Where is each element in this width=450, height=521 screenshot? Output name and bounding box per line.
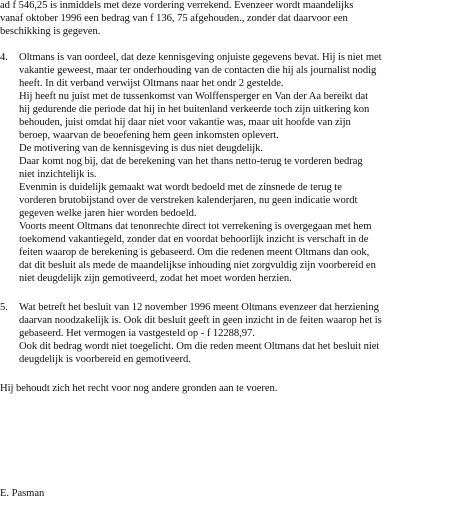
item-line: niet inzichtelijk is.: [19, 169, 97, 180]
item-line: Voorts meent Oltmans dat tenonrechte direct tot verrekening is overgegaan met hem: [19, 221, 372, 232]
item-line: gegeven welke jaren hier worden bedoeld.: [19, 208, 197, 219]
item-line: heeft. In dit verband verwijst Oltmans naar het ondr 2 gestelde.: [19, 78, 284, 89]
item-line: niet deugdelijk zijn gemotiveerd, zodat het moet worden herzien.: [19, 273, 292, 284]
item-number: 4.: [0, 52, 8, 63]
item-line: deugdelijk is voorbereid en gemotiveerd.: [19, 354, 191, 365]
item-line: hij gedurende die periode dat hij in het buitenland verkeerde toch zijn uitkering kon: [19, 104, 370, 115]
item-line: daarvan noodzakelijk is. Ook dit besluit geeft in geen inzicht in de feiten waarop het is: [19, 315, 382, 326]
item-line: De motivering van de kennisgeving is dus niet deugdelijk.: [19, 143, 263, 154]
signature-name: E. Pasman: [0, 488, 45, 499]
item-line: Daar komt nog bij, dat de berekening van het thans netto-terug te vorderen bedrag: [19, 156, 363, 167]
item-line: gebaseerd. Het vermogen ia vastgesteld op - f 12288,97.: [19, 328, 255, 339]
intro-line: beschikking is gegeven.: [0, 26, 101, 37]
item-line: Oltmans is van oordeel, dat deze kennisgeving onjuiste gegevens bevat. Hij is niet met: [19, 52, 382, 63]
item-line: beroep, waarvan de beoefening hem geen inkomsten oplevert.: [19, 130, 279, 141]
item-line: Wat betreft het besluit van 12 november 1996 meent Oltmans evenzeer dat herziening: [19, 302, 379, 313]
item-line: behouden, juist omdat hij daar niet voor vakantie was, maar uit hoofde van zijn: [19, 117, 351, 128]
item-line: feiten waarop de berekening is gebaseerd. Om die redenen meent Oltmans dan ook,: [19, 247, 370, 258]
item-line: Ook dit bedrag wordt niet toegelicht. Om die reden meent Oltmans dat het besluit niet: [19, 341, 380, 352]
item-line: vakantie geweest, maar ter onderhouding van de contacten die hij als journalist nodig: [19, 65, 377, 76]
item-line: vorderen brutobijstand over de verstreken kalenderjaren, nu geen indicatie wordt: [19, 195, 358, 206]
intro-line: vanaf oktober 1996 een bedrag van f 136, 75 afgehouden., zonder dat daarvoor een: [0, 13, 348, 24]
intro-line: ad f 546,25 is inmiddels met deze vordering verrekend. Evenzeer wordt maandelijks: [0, 0, 354, 11]
closing-statement: Hij behoudt zich het recht voor nog andere gronden aan te voeren.: [0, 383, 278, 394]
item-line: Evenmin is duidelijk gemaakt wat wordt bedoeld met de zinsnede de terug te: [19, 182, 342, 193]
item-number: 5.: [0, 302, 8, 313]
item-line: toekomend vakantiegeld, zonder dat en voordat behoorlijk inzicht is verschaft in de: [19, 234, 369, 245]
item-line: dat dit besluit als mede de maandelijkse inhouding niet zorgvuldig zijn voorbereid en: [19, 260, 376, 271]
item-line: Hij heeft nu juist met de tussenkomst van Wolffensperger en Van der Aa bereikt dat: [19, 91, 369, 102]
